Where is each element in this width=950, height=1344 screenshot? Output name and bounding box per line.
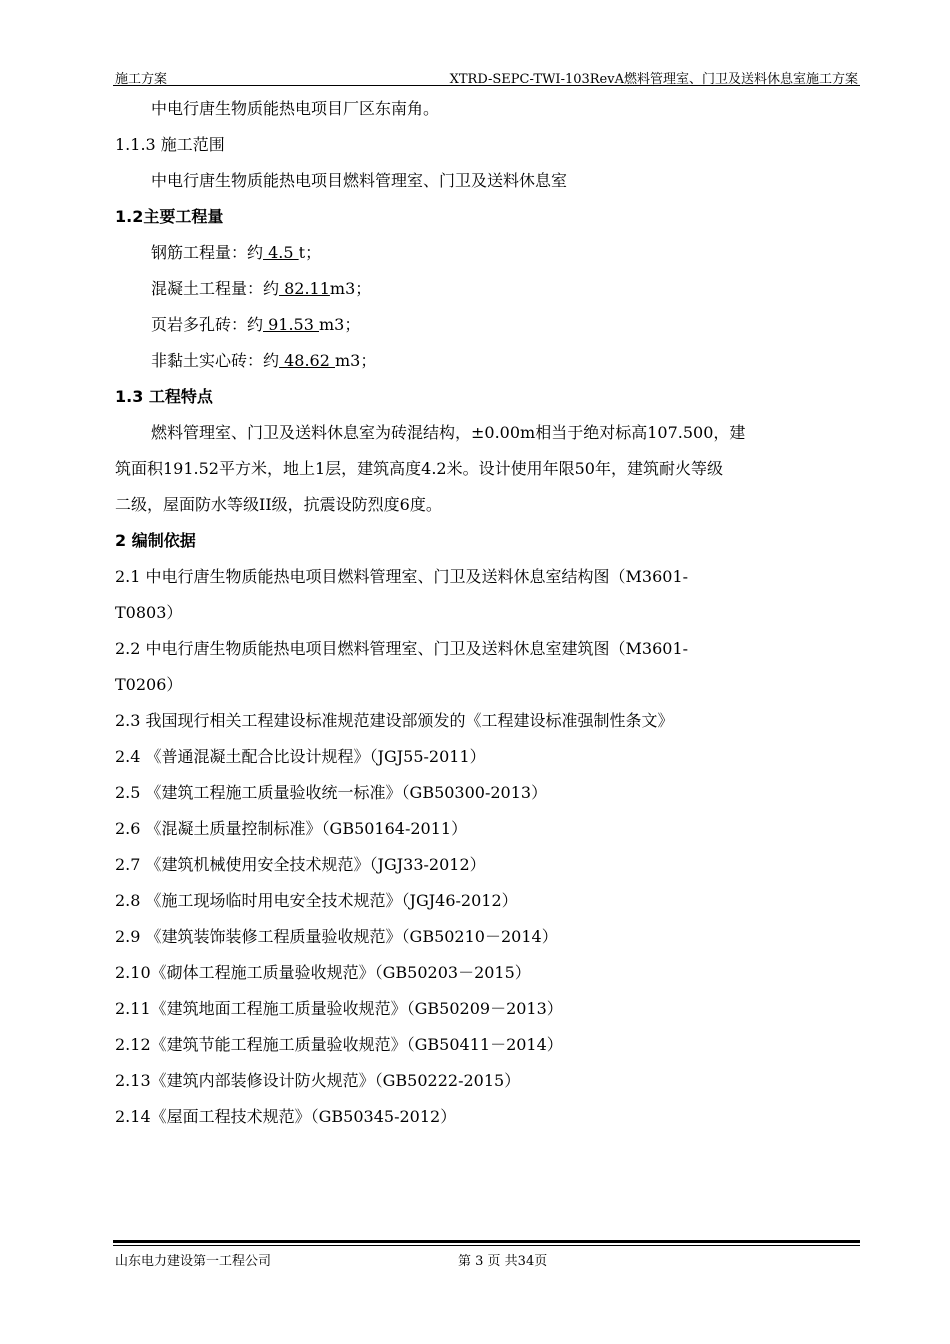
footer-rule-thin (113, 1245, 860, 1246)
reference-2-9: 2.9 《建筑装饰装修工程质量验收规范》（GB50210－2014） (115, 927, 558, 946)
section-1-1-3-heading: 1.1.3 施工范围 (115, 135, 225, 154)
quantity-shale-brick: 页岩多孔砖：约 91.53 m3； (151, 315, 361, 334)
page-header (113, 62, 860, 86)
feature-paragraph-line-3: 二级，屋面防水等级II级，抗震设防烈度6度。 (115, 495, 442, 514)
feature-paragraph-line-2: 筑面积191.52平方米，地上1层，建筑高度4.2米。设计使用年限50年，建筑耐火等级 (115, 459, 723, 478)
reference-2-14: 2.14《屋面工程技术规范》（GB50345-2012） (115, 1107, 457, 1126)
reference-2-5: 2.5 《建筑工程施工质量验收统一标准》（GB50300-2013） (115, 783, 548, 802)
reference-2-1-line-2: T0803） (115, 603, 183, 622)
section-2-heading: 2 编制依据 (115, 531, 196, 550)
footer-page-number: 第 3 页 共34页 (458, 1254, 548, 1269)
quantity-concrete-value: 82.11 (279, 279, 330, 298)
reference-2-12: 2.12《建筑节能工程施工质量验收规范》（GB50411－2014） (115, 1035, 563, 1054)
reference-2-2-line-2: T0206） (115, 675, 183, 694)
section-1-3-heading: 1.3 工程特点 (115, 387, 213, 406)
reference-2-10: 2.10《砌体工程施工质量验收规范》（GB50203－2015） (115, 963, 531, 982)
scope-text: 中电行唐生物质能热电项目燃料管理室、门卫及送料休息室 (151, 171, 568, 190)
quantity-solid-brick-value: 48.62 (279, 351, 335, 370)
quantity-concrete: 混凝土工程量：约 82.11m3； (151, 279, 372, 298)
reference-2-7: 2.7 《建筑机械使用安全技术规范》（JGJ33-2012） (115, 855, 486, 874)
header-rule (113, 85, 860, 86)
quantity-solid-brick: 非黏土实心砖：约 48.62 m3； (151, 351, 377, 370)
reference-2-2-line-1: 2.2 中电行唐生物质能热电项目燃料管理室、门卫及送料休息室建筑图（M3601- (115, 639, 689, 658)
section-1-2-heading: 1.2主要工程量 (115, 207, 224, 226)
reference-2-1-line-1: 2.1 中电行唐生物质能热电项目燃料管理室、门卫及送料休息室结构图（M3601- (115, 567, 689, 586)
header-doc-type: 施工方案 (115, 72, 168, 87)
footer-company: 山东电力建设第一工程公司 (115, 1254, 272, 1269)
location-text: 中电行唐生物质能热电项目厂区东南角。 (151, 99, 440, 118)
quantity-rebar-value: 4.5 (263, 243, 299, 262)
reference-2-4: 2.4 《普通混凝土配合比设计规程》（JGJ55-2011） (115, 747, 486, 766)
feature-paragraph-line-1: 燃料管理室、门卫及送料休息室为砖混结构，±0.00m相当于绝对标高107.500，建 (151, 423, 746, 442)
reference-2-8: 2.8 《施工现场临时用电安全技术规范》（JGJ46-2012） (115, 891, 518, 910)
quantity-rebar: 钢筋工程量：约 4.5 t； (151, 243, 322, 262)
reference-2-11: 2.11《建筑地面工程施工质量验收规范》（GB50209－2013） (115, 999, 563, 1018)
footer-rule-thick (113, 1240, 860, 1243)
reference-2-3: 2.3 我国现行相关工程建设标准规范建设部颁发的《工程建设标准强制性条文》 (115, 711, 674, 730)
reference-2-6: 2.6 《混凝土质量控制标准》（GB50164-2011） (115, 819, 468, 838)
quantity-shale-brick-value: 91.53 (263, 315, 319, 334)
header-doc-title: XTRD-SEPC-TWI-103RevA燃料管理室、门卫及送料休息室施工方案 (449, 72, 858, 87)
reference-2-13: 2.13《建筑内部装修设计防火规范》（GB50222-2015） (115, 1071, 521, 1090)
